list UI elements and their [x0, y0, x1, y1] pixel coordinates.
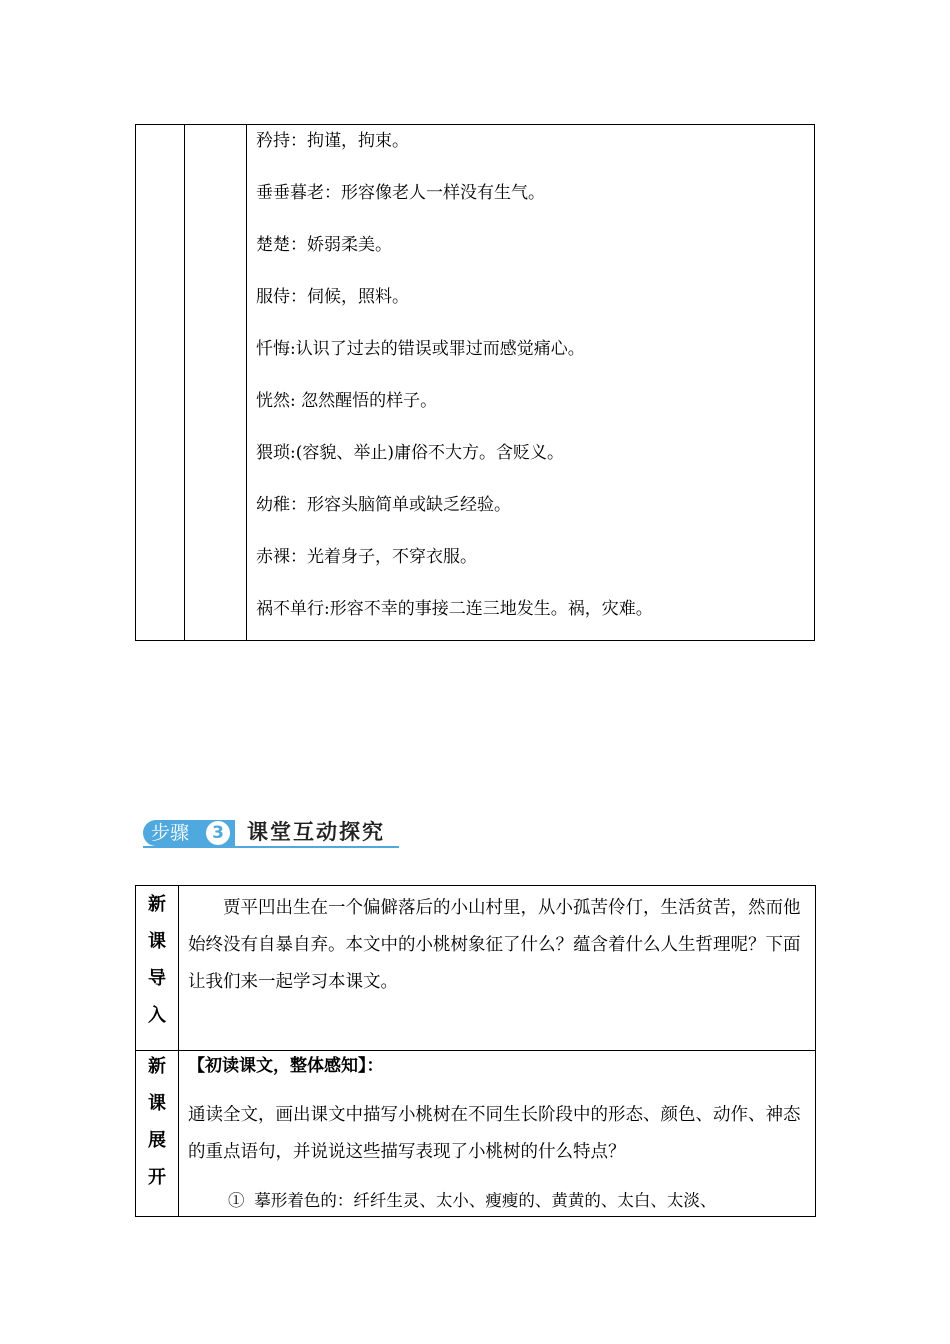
- intro-row-label: 新 课 导 入: [148, 894, 166, 1026]
- vocab-entry: 幼稚：形容头脑简单或缺乏经验。: [256, 495, 511, 515]
- vocab-entry: 矜持：拘谨，拘束。: [256, 131, 409, 151]
- vocab-entry: 垂垂暮老：形容像老人一样没有生气。: [256, 183, 545, 203]
- vocabulary-table: [135, 124, 815, 641]
- table-column-blank: [184, 125, 247, 640]
- step-banner: [143, 818, 399, 848]
- vocab-entry: 楚楚：娇弱柔美。: [256, 235, 392, 255]
- row-divider: [136, 1050, 815, 1051]
- step-number-badge: 3: [206, 821, 230, 845]
- vocab-entry: 服侍：伺候，照料。: [256, 287, 409, 307]
- banner-underline: [143, 846, 399, 848]
- column-divider: [178, 886, 179, 1216]
- vocab-entry: 祸不单行:形容不幸的事接二连三地发生。祸，灾难。: [256, 599, 653, 619]
- development-row-label: 新 课 展 开: [148, 1056, 166, 1188]
- answer-point: ① 摹形着色的：纤纤生灵、太小、瘦瘦的、黄黄的、太白、太淡、: [228, 1191, 717, 1210]
- vocab-entry: 恍然: 忽然醒悟的样子。: [256, 391, 438, 411]
- lesson-table: [135, 885, 816, 1217]
- section-title: 课堂互动探究: [247, 820, 385, 844]
- step-label: 步骤: [151, 822, 190, 844]
- task-instruction: 通读全文，画出课文中描写小桃树在不同生长阶段中的形态、颜色、动作、神态的重点语句，并说说这些描写表现了小桃树的什么特点？: [188, 1105, 801, 1162]
- table-column-blank: [136, 125, 185, 640]
- intro-paragraph: 贾平凹出生在一个偏僻落后的小山村里，从小孤苦伶仃，生活贫苦，然而他始终没有自暴自弃。本文中的小桃树象征了什么？蕴含着什么人生哲理呢？下面让我们来一起学习本课文。: [188, 898, 801, 992]
- vocab-entry: 忏悔:认识了过去的错误或罪过而感觉痛心。: [256, 339, 585, 359]
- vocab-entry: 猥琐:(容貌、举止)庸俗不大方。含贬义。: [256, 443, 564, 463]
- vocab-entry: 赤裸：光着身子，不穿衣服。: [256, 547, 477, 567]
- reading-section-heading: 【初读课文，整体感知】：: [188, 1056, 384, 1076]
